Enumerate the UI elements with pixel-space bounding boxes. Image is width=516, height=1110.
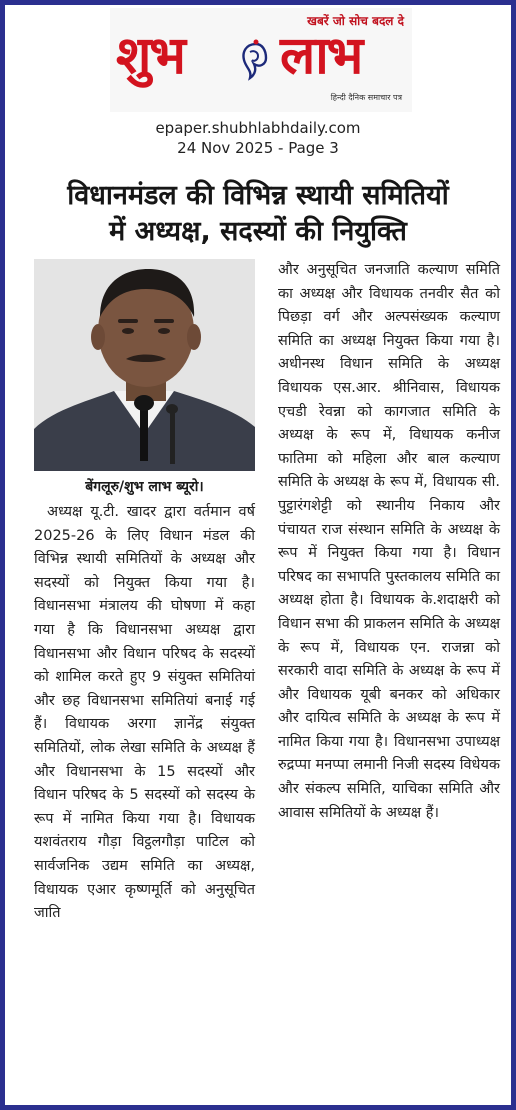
article-headline bbox=[14, 178, 502, 250]
headline-line-2: में अध्यक्ष, सदस्यों की नियुक्ति bbox=[109, 216, 407, 247]
masthead-subtitle: हिन्दी दैनिक समाचार पत्र bbox=[330, 93, 402, 102]
article-dateline: बेंगलूरु/शुभ लाभ ब्यूरो। bbox=[85, 479, 204, 495]
masthead-tagline: खबरें जो सोच बदल दे bbox=[307, 14, 404, 28]
article-photo bbox=[34, 259, 255, 471]
article-body-column-right: और अनुसूचित जनजाति कल्याण समिति का अध्यक्ष और विधायक तनवीर सैत को पिछड़ा वर्ग और अल्पसंख्यक कल्याण समिति का अध्यक्ष नियुक्त किया गया है। अधीनस्थ विधान समिति के अध्यक्ष विधायक एस.आर. श्रीनिवास, विधायक एचडी रेवन्ना को कागजात समिति के अध्यक्ष के रूप में, विधायक कनीज फातिमा को महिला और बाल कल्याण समिति के अध्यक्ष के रूप में, विधायक सी. पुट्टारंगशेट्टी को स्थानीय निकाय और पंचायत राज संस्थान समिति के अध्यक्ष के रूप में नियुक्त किया गया है। विधान परिषद का सभापति पुस्तकालय समिति का अध्यक्ष होता है। विधायक के.शदाक्षरी को विधान सभा की प्राकलन समिति के अध्यक्ष के रूप में, विधायक एन. राजन्ना को सरकारी वादा समिति के अध्यक्ष के रूप में और विधायक यूबी बनकर को अधिकार और दायित्व समिति के अध्यक्ष के रूप में नामित किया गया है। विधानसभा उपाध्यक्ष रुद्रप्पा मनप्पा लमानी निजी सदस्य विधेयक और संकल्प समिति, याचिका समिति और आवास समितियों के अध्यक्ष हैं। bbox=[278, 262, 500, 821]
person-photo-icon bbox=[34, 259, 255, 471]
issue-date-page: 24 Nov 2025 - Page 3 bbox=[177, 139, 339, 157]
ganesha-emblem-icon bbox=[236, 38, 276, 84]
newspaper-masthead bbox=[110, 8, 412, 112]
article-body-column-left: अध्यक्ष यू.टी. खादर द्वारा वर्तमान वर्ष 2025-26 के लिए विधान मंडल की विभिन्न स्थायी समितियों के अध्यक्ष और सदस्यों को नियुक्त किया गया है। विधानसभा मंत्रालय की घोषणा में कहा गया है कि विधानसभा अध्यक्ष द्वारा विधानसभा और विधान परिषद के सदस्यों को शामिल करते हुए 9 संयुक्त समितियां और छह विधानसभा समितियां बनाई गई हैं। विधायक अरगा ज्ञानेंद्र संयुक्त समितियों, लोक लेखा समिति के अध्यक्ष हैं और विधानसभा के 15 सदस्यों और विधान परिषद के 5 सदस्यों को सदस्य के रूप में नामित किया गया है। विधायक यशवंतराय गौड़ा विट्ठलगौड़ा पाटिल को सार्वजनिक उद्यम समिति का अध्यक्ष, विधायक एआर कृष्णमूर्ति को अनुसूचित जाति bbox=[34, 504, 255, 922]
logo-word-left: शुभ bbox=[116, 25, 184, 86]
epaper-url[interactable]: epaper.shubhlabhdaily.com bbox=[155, 119, 361, 137]
logo-word-right: लाभ bbox=[280, 25, 362, 86]
headline-line-1: विधानमंडल की विभिन्न स्थायी समितियों bbox=[67, 180, 449, 211]
